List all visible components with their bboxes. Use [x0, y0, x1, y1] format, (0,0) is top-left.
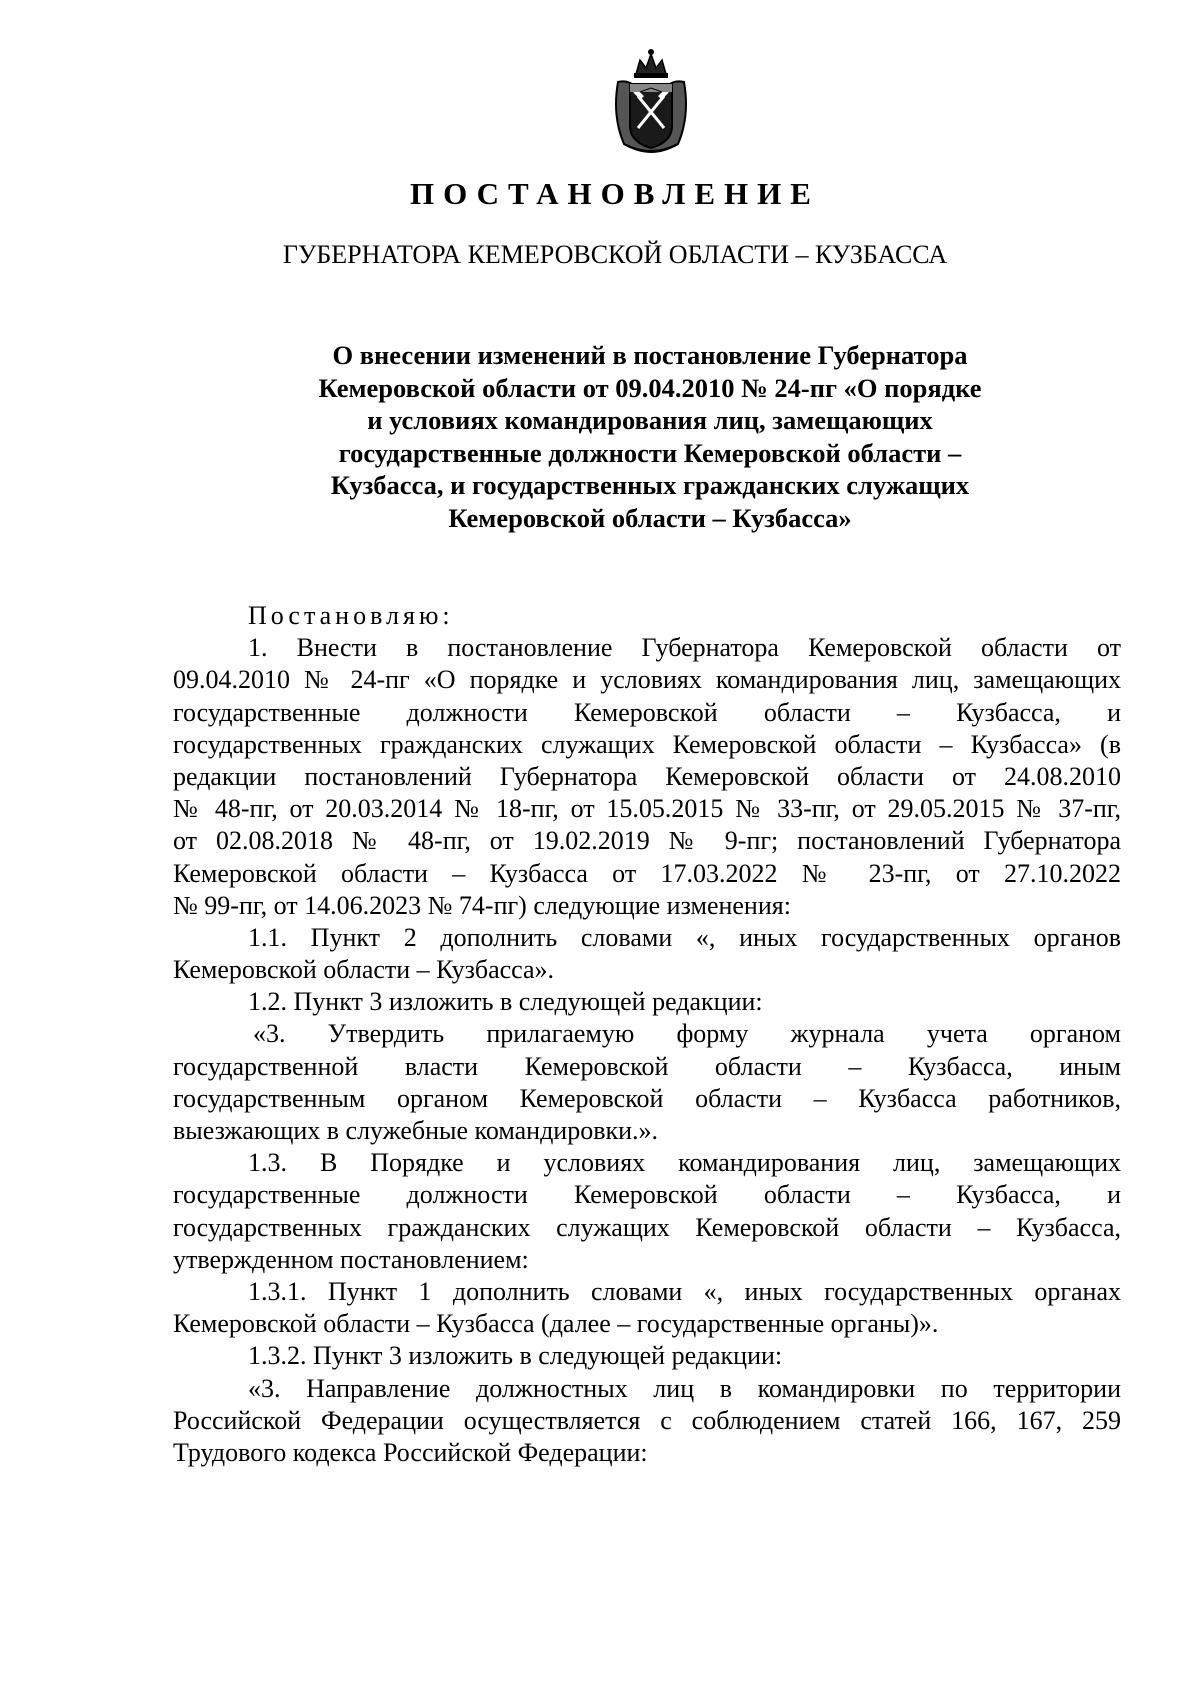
body-line: «3. Утвердить прилагаемую форму журнала учета органом	[253, 1019, 1121, 1049]
title-line: Кемеровской области – Кузбасса»	[448, 502, 852, 533]
body-line: государственной власти Кемеровской области – Кузбасса, иным	[173, 1051, 1121, 1081]
resolution-word: Постановляю:	[248, 601, 454, 630]
coat-of-arms-icon	[610, 46, 692, 156]
body-line: Кемеровской области – Кузбасса (далее – государственные органы)».	[173, 1309, 939, 1339]
body-line: № 99-пг, от 14.06.2023 № 74-пг) следующие изменения:	[173, 890, 791, 920]
document-title	[260, 339, 1040, 534]
body-line: государственным органом Кемеровской области – Кузбасса работников,	[173, 1083, 1121, 1113]
body-line: «3. Направление должностных лиц в командировки по территории	[248, 1373, 1121, 1403]
body-line: 1. Внести в постановление Губернатора Кемеровской области от	[248, 633, 1121, 663]
body-line: 1.1. Пункт 2 дополнить словами «, иных государственных органов	[248, 922, 1121, 952]
title-line: и условиях командирования лиц, замещающих	[367, 405, 933, 435]
title-line: Кемеровской области от 09.04.2010 № 24-пг «О порядке	[318, 372, 982, 403]
body-line: государственные должности Кемеровской области – Кузбасса, и	[173, 1180, 1121, 1210]
body-line: 1.3. В Порядке и условиях командирования лиц, замещающих	[248, 1148, 1121, 1178]
body-line: № 48-пг, от 20.03.2014 № 18-пг, от 15.05.2015 № 33-пг, от 29.05.2015 № 37-пг,	[173, 794, 1121, 824]
body-line: Кемеровской области – Кузбасса».	[173, 955, 555, 985]
body-line: 1.3.2. Пункт 3 изложить в следующей редакции:	[248, 1341, 783, 1371]
body-line: Кемеровской области – Кузбасса от 17.03.2022 № 23-пг, от 27.10.2022	[173, 858, 1121, 888]
body-line: утвержденном постановлением:	[173, 1244, 529, 1274]
body-line: государственных гражданских служащих Кемеровской области – Кузбасса» (в	[173, 729, 1121, 759]
body-line: выезжающих в служебные командировки.».	[173, 1116, 659, 1145]
document-body	[173, 600, 1121, 1469]
document-type-heading: ПОСТАНОВЛЕНИЕ	[410, 176, 820, 211]
body-line: от 02.08.2018 № 48-пг, от 19.02.2019 № 9-пг; постановлений Губернатора	[173, 826, 1121, 856]
body-line: государственные должности Кемеровской области – Кузбасса, и	[173, 697, 1121, 727]
title-line: Кузбасса, и государственных гражданских служащих	[330, 470, 970, 500]
body-line: 1.2. Пункт 3 изложить в следующей редакции:	[248, 987, 763, 1017]
body-line: Трудового кодекса Российской Федерации:	[173, 1437, 648, 1467]
coat-of-arms-svg	[610, 46, 692, 156]
title-line: О внесении изменений в постановление Губернатора	[332, 340, 968, 370]
body-line: Российской Федерации осуществляется с соблюдением статей 166, 167, 259	[173, 1405, 1121, 1435]
title-line: государственные должности Кемеровской области –	[338, 437, 962, 468]
body-line: редакции постановлений Губернатора Кемеровской области от 24.08.2010	[173, 761, 1121, 791]
body-line: 09.04.2010 № 24-пг «О порядке и условиях командирования лиц, замещающих	[173, 665, 1121, 695]
body-line: 1.3.1. Пункт 1 дополнить словами «, иных государственных органах	[248, 1276, 1121, 1306]
issuer-heading: ГУБЕРНАТОРА КЕМЕРОВСКОЙ ОБЛАСТИ – КУЗБАССА	[282, 240, 948, 269]
body-line: государственных гражданских служащих Кемеровской области – Кузбасса,	[173, 1212, 1121, 1242]
